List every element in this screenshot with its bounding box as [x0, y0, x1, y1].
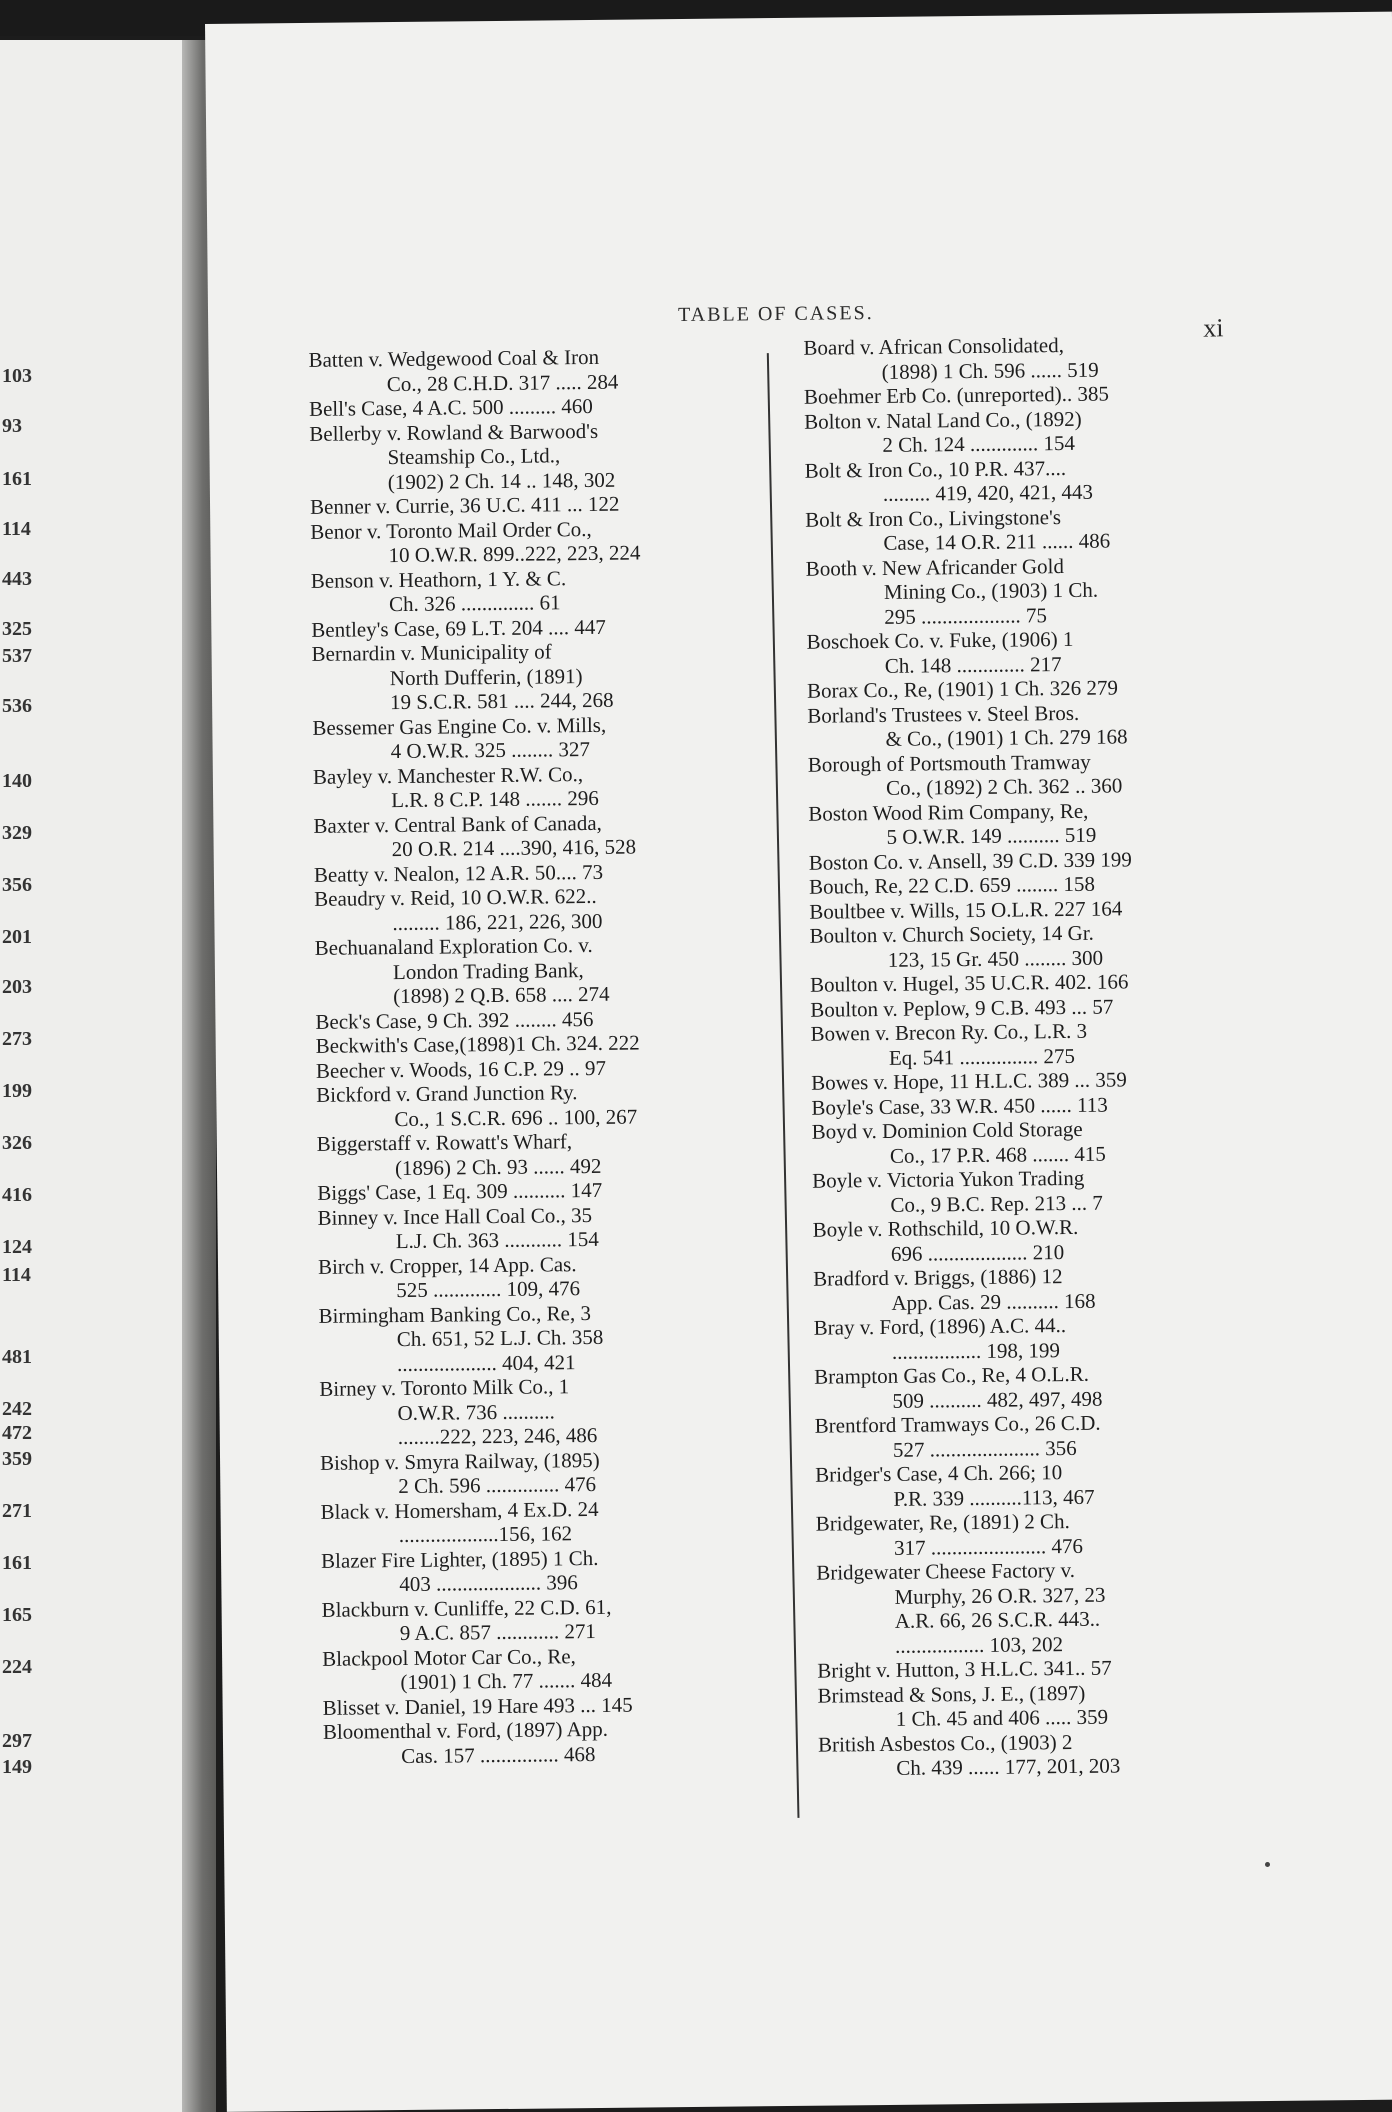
margin-number: 359 [2, 1448, 32, 1470]
case-entry [813, 1262, 1253, 1316]
case-citation-line: 527 ..................... 356 [892, 1435, 1077, 1462]
case-title-line: Brentford Tramways Co., 26 C.D. [814, 1410, 1101, 1438]
case-entry [319, 1372, 760, 1450]
margin-number: 201 [2, 926, 32, 948]
case-title-line: Bell's Case, 4 A.C. 500 ......... 460 [308, 393, 593, 421]
margin-number: 114 [2, 518, 31, 540]
margin-number: 481 [2, 1346, 32, 1368]
case-citation-line: London Trading Bank, [392, 957, 584, 984]
case-citation-line: ......... 419, 420, 421, 443 [882, 479, 1094, 506]
case-title-line: Boschoek Co. v. Fuke, (1906) 1 [806, 626, 1074, 654]
case-citation-line: (1902) 2 Ch. 14 .. 148, 302 [387, 467, 616, 494]
case-title-line: Bridger's Case, 4 Ch. 266; 10 [815, 1460, 1063, 1487]
margin-number: 165 [2, 1604, 32, 1626]
margin-number: 326 [2, 1132, 32, 1154]
case-title-line: Benor v. Toronto Mail Order Co., [310, 516, 592, 544]
case-title-line: Blackpool Motor Car Co., Re, [321, 1643, 576, 1671]
case-citation-line: (1901) 1 Ch. 77 ....... 484 [400, 1667, 613, 1695]
case-citation-line: 5 O.W.R. 149 .......... 519 [886, 822, 1097, 849]
case-entry [309, 417, 750, 495]
margin-number: 329 [2, 822, 32, 844]
case-entry [310, 515, 750, 569]
case-entry [809, 919, 1249, 973]
case-title-line: Blackburn v. Cunliffe, 22 C.D. 61, [321, 1594, 612, 1622]
case-entry [317, 1127, 757, 1181]
case-citation-line: Ch. 148 ............. 217 [884, 651, 1062, 678]
case-title-line: Biggerstaff v. Rowatt's Wharf, [316, 1129, 573, 1156]
case-title-line: Birch v. Cropper, 14 App. Cas. [317, 1251, 577, 1279]
margin-number: 93 [2, 415, 22, 437]
case-title-line: Biggs' Case, 1 Eq. 309 .......... 147 [317, 1177, 603, 1205]
case-title-line: Boulton v. Hugel, 35 U.C.R. 402. 166 [809, 969, 1129, 997]
case-title-line: British Asbestos Co., (1903) 2 [817, 1729, 1073, 1757]
case-citation-line: A.R. 66, 26 S.C.R. 443.. [894, 1606, 1101, 1633]
case-citation-line: L.R. 8 C.P. 148 ....... 296 [391, 785, 599, 813]
case-citation-line: P.R. 339 ..........113, 467 [893, 1484, 1095, 1511]
case-citation-line: 19 S.C.R. 581 .... 244, 268 [389, 687, 614, 715]
case-title-line: Brampton Gas Co., Re, 4 O.L.R. [814, 1361, 1090, 1389]
case-citation-line: 295 ................... 75 [884, 602, 1048, 629]
case-entry [316, 1078, 756, 1132]
case-citation-line: O.W.R. 736 .......... [397, 1398, 555, 1425]
case-citation-line: Ch. 439 ...... 177, 201, 203 [896, 1753, 1121, 1780]
case-citation-line: 4 O.W.R. 325 ........ 327 [390, 737, 591, 764]
case-title-line: Beck's Case, 9 Ch. 392 ........ 456 [315, 1006, 594, 1034]
case-citation-line: Co., 1 S.C.R. 696 .. 100, 267 [394, 1104, 638, 1131]
case-entry [812, 1164, 1252, 1218]
case-entry [803, 331, 1243, 385]
case-title-line: Bouch, Re, 22 C.D. 659 ........ 158 [808, 871, 1096, 899]
case-entry [806, 552, 1247, 630]
case-citation-line: Eq. 541 ............... 275 [888, 1043, 1076, 1070]
book-page [205, 12, 1392, 2112]
case-citation-line: Ch. 651, 52 L.J. Ch. 358 [396, 1324, 604, 1352]
case-citation-line: 317 ...................... 476 [893, 1533, 1084, 1560]
case-title-line: Bessemer Gas Engine Co. v. Mills, [312, 712, 607, 740]
case-title-line: Bishop v. Smyra Railway, (1895) [319, 1447, 600, 1475]
case-citation-line: Mining Co., (1903) 1 Ch. [883, 577, 1099, 604]
case-citation-line: (1898) 2 Q.B. 658 .... 274 [393, 981, 610, 1009]
case-entry [313, 760, 753, 814]
case-entry [317, 1201, 757, 1255]
case-title-line: Beecher v. Woods, 16 C.P. 29 .. 97 [315, 1055, 607, 1083]
case-citation-line: ................... 404, 421 [396, 1349, 576, 1376]
case-title-line: Boyle's Case, 33 W.R. 450 ...... 113 [811, 1092, 1108, 1120]
case-entry [805, 454, 1245, 508]
case-title-line: Borax Co., Re, (1901) 1 Ch. 326 279 [806, 675, 1119, 703]
case-entry [808, 748, 1248, 802]
column-divider [767, 353, 800, 1818]
case-citation-line: Murphy, 26 O.R. 327, 23 [894, 1582, 1106, 1609]
margin-number: 325 [2, 618, 32, 640]
case-citation-line: 123, 15 Gr. 450 ........ 300 [887, 945, 1104, 972]
case-title-line: Bentley's Case, 69 L.T. 204 .... 447 [311, 614, 606, 642]
case-entry [814, 1311, 1254, 1365]
case-entry [321, 1593, 761, 1647]
speck-mark [1265, 1862, 1270, 1867]
case-entry [804, 405, 1244, 459]
case-title-line: Brimstead & Sons, J. E., (1897) [817, 1680, 1086, 1708]
case-entry [810, 1017, 1250, 1071]
case-citation-line: ................. 103, 202 [894, 1631, 1064, 1658]
case-entry [318, 1299, 759, 1377]
case-title-line: Baxter v. Central Bank of Canada, [313, 810, 602, 838]
case-citation-line: 2 Ch. 596 .............. 476 [398, 1471, 597, 1499]
case-entry [815, 1409, 1255, 1463]
case-title-line: Birney v. Toronto Milk Co., 1 [319, 1374, 570, 1401]
case-title-line: Board v. African Consolidated, [803, 333, 1065, 360]
case-title-line: Boulton v. Church Society, 14 Gr. [809, 920, 1094, 948]
case-title-line: Benner v. Currie, 36 U.C. 411 ... 122 [309, 491, 620, 519]
margin-number: 203 [2, 976, 32, 998]
case-entry [816, 1507, 1256, 1561]
case-citation-line: & Co., (1901) 1 Ch. 279 168 [885, 724, 1128, 751]
case-entry [308, 343, 748, 397]
case-citation-line: ......... 186, 221, 226, 300 [392, 908, 603, 935]
case-title-line: Boultbee v. Wills, 15 O.L.R. 227 164 [809, 895, 1123, 924]
case-citation-line: Ch. 326 .............. 61 [388, 590, 561, 617]
case-title-line: Beckwith's Case,(1898)1 Ch. 324. 222 [315, 1030, 640, 1058]
margin-number: 472 [2, 1422, 32, 1444]
case-title-line: Beatty v. Nealon, 12 A.R. 50.... 73 [313, 859, 604, 887]
case-citation-line: Cas. 157 ............... 468 [401, 1741, 596, 1768]
case-citation-line: Co., 9 B.C. Rep. 213 ... 7 [890, 1190, 1103, 1217]
case-title-line: Bloomenthal v. Ford, (1897) App. [322, 1716, 609, 1744]
page-number: xi [1203, 313, 1224, 343]
case-title-line: Birmingham Banking Co., Re, 3 [318, 1300, 592, 1328]
margin-number: 114 [2, 1264, 31, 1286]
margin-number: 297 [2, 1730, 32, 1752]
case-entry [320, 1495, 760, 1549]
case-entry [311, 637, 752, 715]
case-title-line: Bickford v. Grand Junction Ry. [316, 1080, 578, 1107]
margin-number: 416 [2, 1184, 32, 1206]
case-title-line: Black v. Homersham, 4 Ex.D. 24 [320, 1496, 599, 1524]
case-title-line: Boehmer Erb Co. (unreported).. 385 [803, 381, 1110, 409]
case-title-line: Bolton v. Natal Land Co., (1892) [804, 406, 1082, 434]
case-entry [807, 699, 1247, 753]
case-title-line: Bayley v. Manchester R.W. Co., [312, 761, 584, 789]
margin-number: 224 [2, 1656, 32, 1678]
case-entry [817, 1679, 1257, 1733]
margin-number: 443 [2, 568, 32, 590]
case-entry [315, 931, 756, 1009]
case-entry [322, 1642, 762, 1696]
margin-number: 161 [2, 1552, 32, 1574]
case-title-line: Borland's Trustees v. Steel Bros. [807, 700, 1080, 728]
case-title-line: Bright v. Hutton, 3 H.L.C. 341.. 57 [817, 1655, 1112, 1683]
case-entry [813, 1213, 1253, 1267]
case-title-line: Boston Wood Rim Company, Re, [808, 798, 1089, 826]
case-entry [808, 797, 1248, 851]
case-citation-line: 696 ................... 210 [890, 1239, 1065, 1266]
case-entry [313, 809, 753, 863]
case-citation-line: Case, 14 O.R. 211 ...... 486 [883, 528, 1111, 555]
case-citation-line: ........222, 223, 246, 486 [397, 1422, 598, 1450]
case-entry [805, 503, 1245, 557]
margin-number: 271 [2, 1500, 32, 1522]
margin-number: 199 [2, 1080, 32, 1102]
case-citation-line: Co., 28 C.H.D. 317 ..... 284 [386, 369, 619, 396]
margin-number: 161 [2, 468, 32, 490]
case-entry [806, 625, 1246, 679]
margin-number: 149 [2, 1756, 32, 1778]
case-title-line: Benson v. Heathorn, 1 Y. & C. [310, 565, 567, 593]
margin-number: 356 [2, 874, 32, 896]
case-title-line: Booth v. New Africander Gold [805, 553, 1065, 581]
case-entry [314, 882, 754, 936]
case-title-line: Batten v. Wedgewood Coal & Iron [308, 344, 600, 372]
case-citation-line: North Dufferin, (1891) [389, 663, 583, 690]
page-header: TABLE OF CASES. [677, 302, 874, 327]
case-title-line: Boston Co. v. Ansell, 39 C.D. 339 199 [808, 846, 1132, 875]
case-title-line: Bechuanaland Exploration Co. v. [314, 932, 593, 960]
case-citation-line: 1 Ch. 45 and 406 ..... 359 [895, 1704, 1109, 1731]
cases-column-left [308, 343, 763, 1769]
case-entry [815, 1458, 1255, 1512]
margin-number: 242 [2, 1398, 32, 1420]
case-entry [318, 1250, 758, 1304]
case-title-line: Bolt & Iron Co., 10 P.R. 437.... [804, 455, 1067, 483]
case-title-line: Bray v. Ford, (1896) A.C. 44.. [813, 1313, 1067, 1340]
case-citation-line: 9 A.C. 857 ............ 271 [399, 1618, 596, 1646]
case-citation-line: 509 .......... 482, 497, 498 [892, 1386, 1103, 1413]
case-entry [323, 1715, 763, 1769]
case-entry [814, 1360, 1254, 1414]
case-title-line: Bowes v. Hope, 11 H.L.C. 389 ... 359 [810, 1067, 1127, 1095]
case-citation-line: Steamship Co., Ltd., [387, 443, 561, 470]
case-title-line: Blazer Fire Lighter, (1895) 1 Ch. [320, 1545, 599, 1573]
case-entry [311, 564, 751, 618]
case-title-line: Bolt & Iron Co., Livingstone's [805, 504, 1062, 532]
case-citation-line: Co., 17 P.R. 468 ....... 415 [889, 1141, 1106, 1168]
case-title-line: Bellerby v. Rowland & Barwood's [309, 418, 599, 446]
case-citation-line: 2 Ch. 124 ............. 154 [882, 430, 1076, 457]
case-title-line: Boyle v. Rothschild, 10 O.W.R. [812, 1214, 1079, 1242]
case-title-line: Binney v. Ince Hall Coal Co., 35 [317, 1202, 593, 1230]
case-entry [320, 1446, 760, 1500]
margin-number: 536 [2, 695, 32, 717]
case-citation-line: ...................156, 162 [398, 1521, 573, 1548]
cases-column-right [803, 331, 1258, 1781]
case-title-line: Boulton v. Peplow, 9 C.B. 493 ... 57 [810, 994, 1114, 1022]
case-title-line: Boyle v. Victoria Yukon Trading [812, 1165, 1085, 1193]
left-facing-page [0, 40, 188, 2112]
case-citation-line: 403 .................... 396 [399, 1570, 578, 1597]
case-citation-line: L.J. Ch. 363 ........... 154 [395, 1226, 599, 1254]
margin-number: 273 [2, 1028, 32, 1050]
margin-number: 124 [2, 1236, 32, 1258]
case-entry [818, 1728, 1258, 1782]
case-title-line: Blisset v. Daniel, 19 Hare 493 ... 145 [322, 1692, 633, 1720]
case-citation-line: (1896) 2 Ch. 93 ...... 492 [394, 1153, 602, 1180]
case-citation-line: ................. 198, 199 [891, 1337, 1061, 1364]
case-citation-line: 10 O.W.R. 899..222, 223, 224 [388, 540, 641, 568]
case-entry [812, 1115, 1252, 1169]
case-entry [312, 711, 752, 765]
case-title-line: Bridgewater, Re, (1891) 2 Ch. [815, 1509, 1070, 1536]
case-title-line: Beaudry v. Reid, 10 O.W.R. 622.. [314, 883, 597, 911]
case-entry [816, 1556, 1257, 1659]
case-citation-line: (1898) 1 Ch. 596 ...... 519 [881, 357, 1099, 384]
case-citation-line: 20 O.R. 214 ....390, 416, 528 [391, 834, 637, 862]
case-title-line: Bernardin v. Municipality of [311, 639, 552, 666]
case-title-line: Bowen v. Brecon Ry. Co., L.R. 3 [810, 1018, 1088, 1046]
margin-number: 537 [2, 645, 32, 667]
case-citation-line: App. Cas. 29 .......... 168 [891, 1288, 1096, 1315]
case-title-line: Borough of Portsmouth Tramway [807, 749, 1091, 777]
case-entry [321, 1544, 761, 1598]
margin-number: 103 [2, 365, 32, 387]
case-title-line: Bridgewater Cheese Factory v. [816, 1557, 1076, 1585]
case-citation-line: 525 ............. 109, 476 [396, 1276, 581, 1303]
case-title-line: Bradford v. Briggs, (1886) 12 [813, 1264, 1063, 1291]
case-citation-line: Co., (1892) 2 Ch. 362 .. 360 [885, 773, 1123, 800]
margin-number: 140 [2, 770, 32, 792]
case-title-line: Boyd v. Dominion Cold Storage [811, 1116, 1083, 1144]
